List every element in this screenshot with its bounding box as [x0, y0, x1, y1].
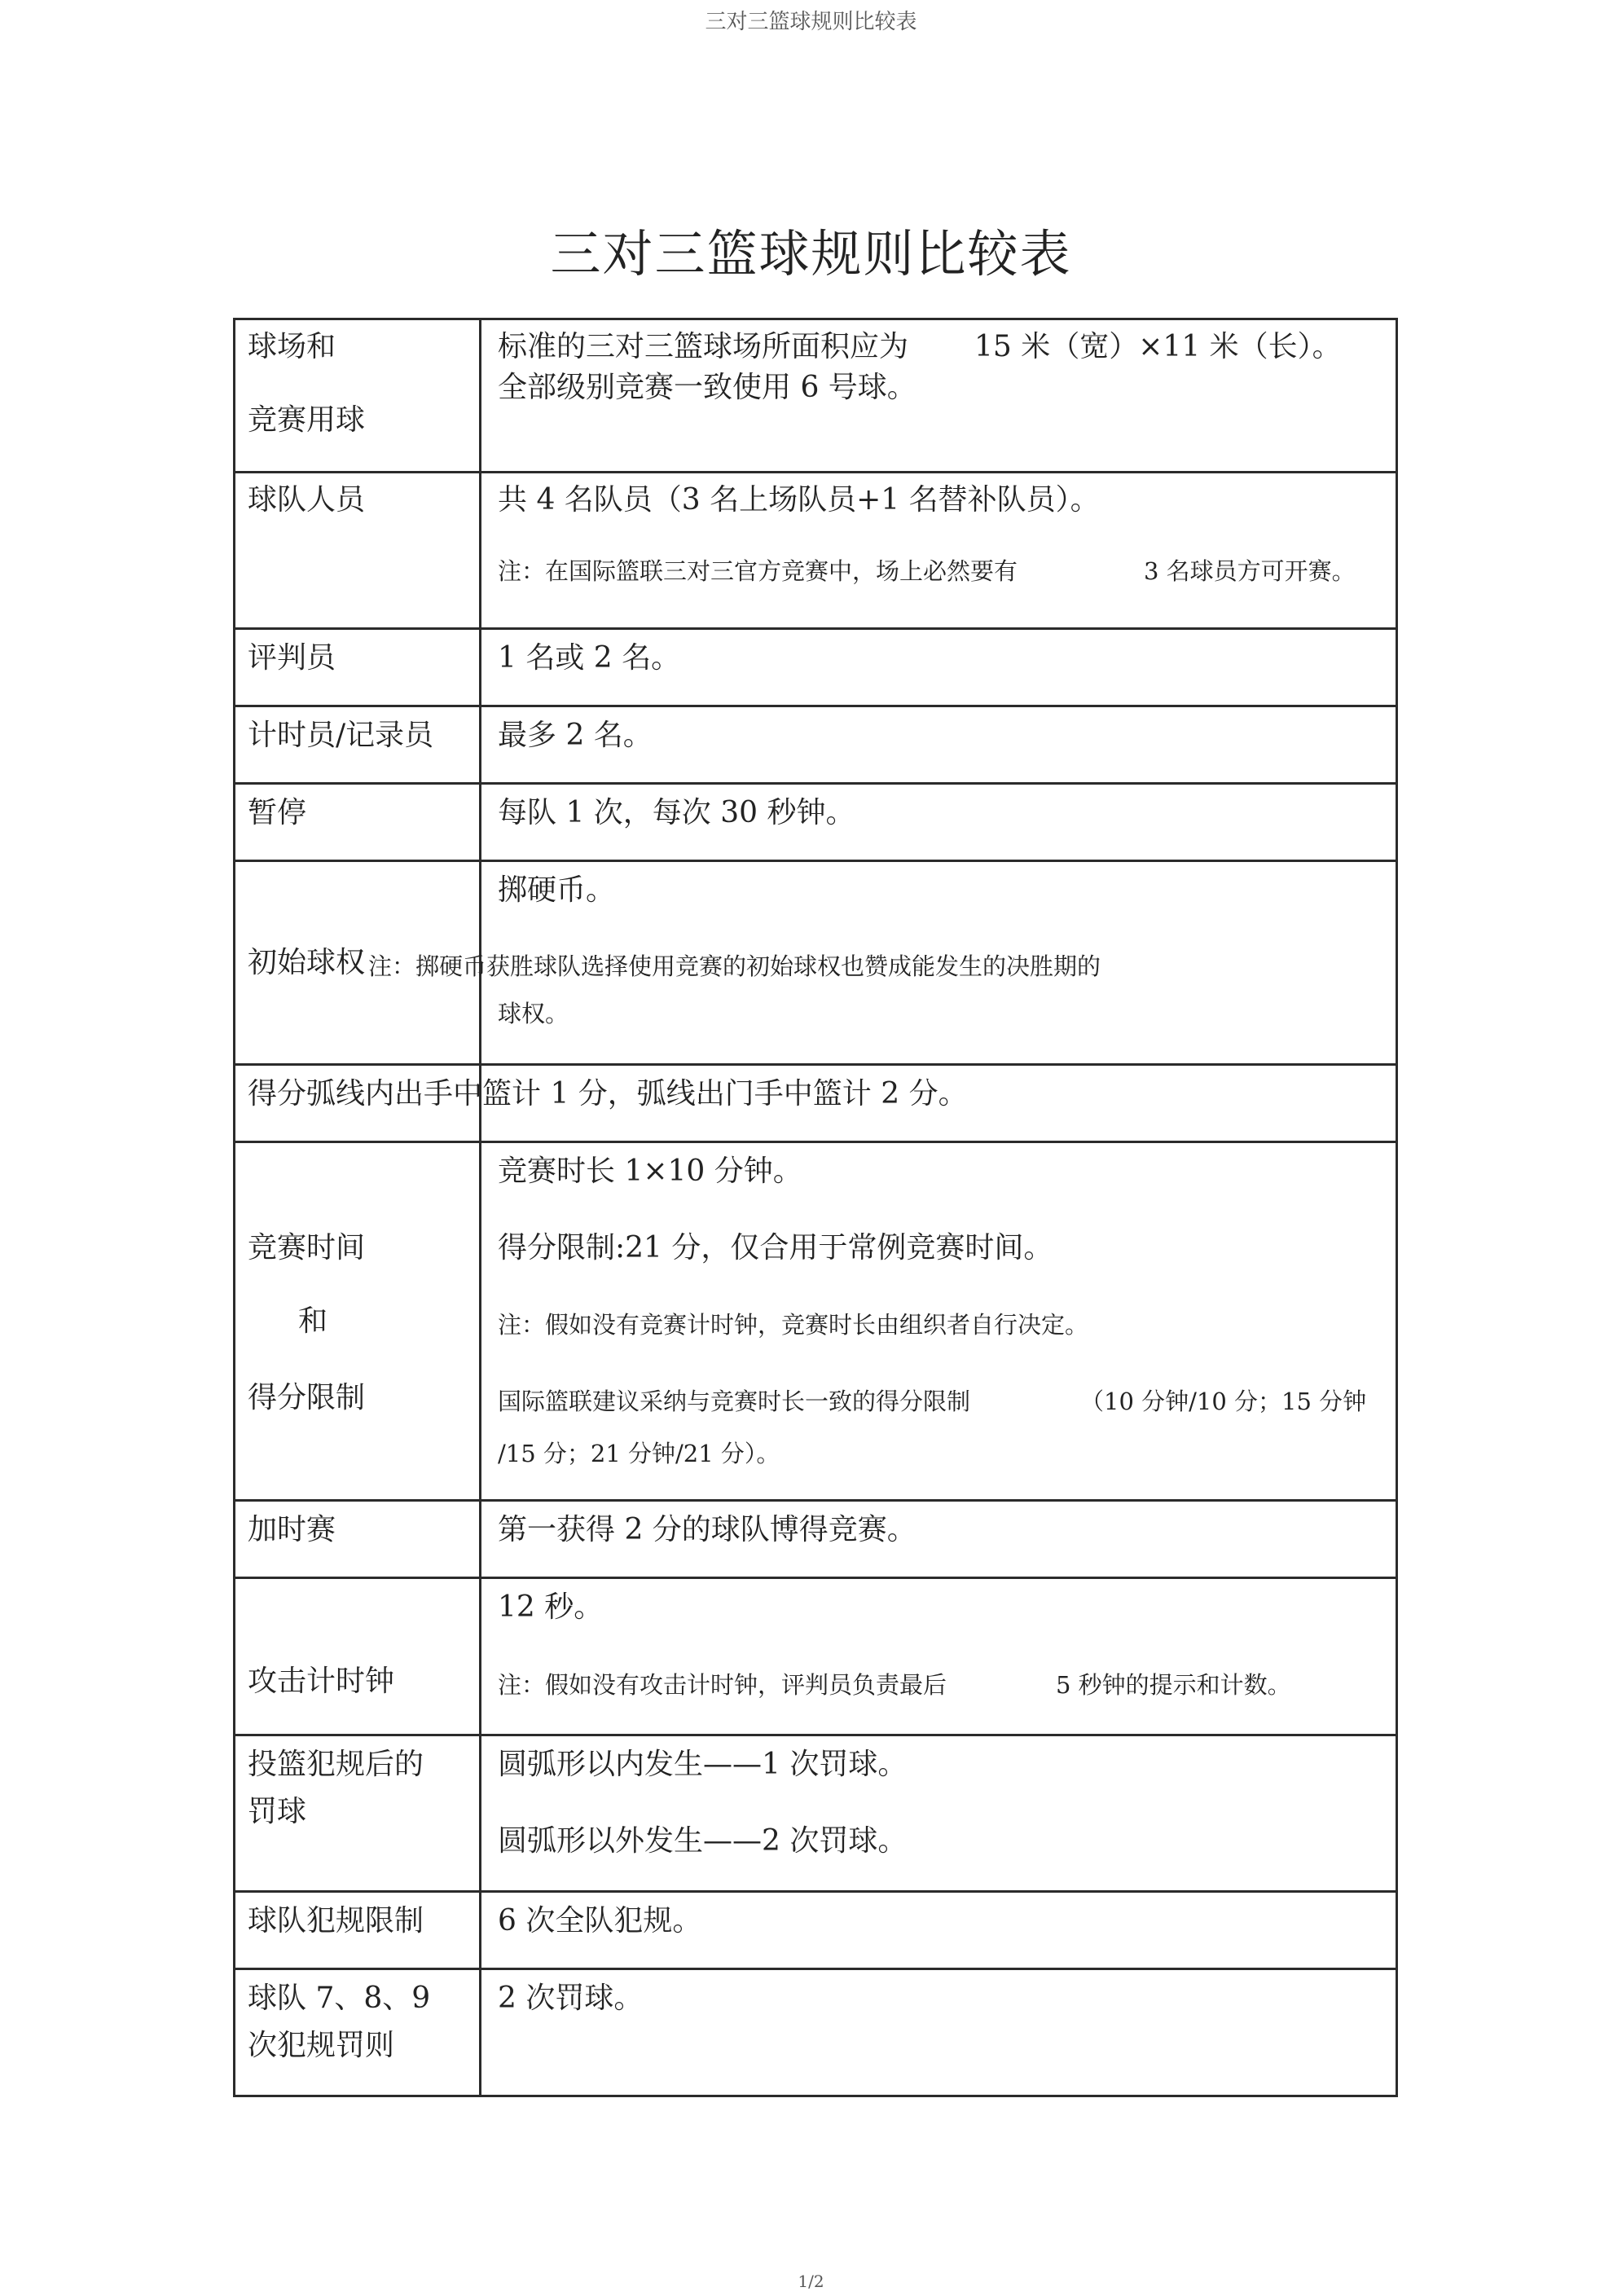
row-note: 国际篮联建议采纳与竞赛时长一致的得分限制: [498, 1388, 971, 1415]
row-label: 初始球权: [248, 946, 366, 979]
row-label: 竞赛时间: [248, 1231, 366, 1265]
row-note: （10 分钟/10 分；15 分钟: [1080, 1388, 1367, 1415]
row-line: 得分弧线内出手中篮计 1 分，弧线出门手中篮计 2 分。: [248, 1077, 968, 1111]
row-note: 注：假如没有攻击计时钟，评判员负责最后: [498, 1671, 947, 1699]
row-label: 评判员: [248, 641, 336, 675]
row-content: 每队 1 次，每次 30 秒钟。: [498, 796, 855, 829]
row-label: 球队人员: [248, 483, 366, 517]
row-label: 次犯规罚则: [248, 2029, 395, 2062]
row-label: 球场和: [248, 330, 336, 363]
row-content: 最多 2 名。: [498, 719, 653, 752]
row-note: 注：假如没有竞赛计时钟，竞赛时长由组织者自行决定。: [498, 1311, 1089, 1339]
row-content: 6 次全队犯规。: [498, 1904, 702, 1938]
row-label: 攻击计时钟: [248, 1665, 395, 1698]
row-label: 球队犯规限制: [248, 1904, 424, 1938]
row-label: 暂停: [248, 796, 307, 829]
row-note: /15 分；21 分钟/21 分）。: [498, 1440, 780, 1467]
rules-table: [233, 318, 1398, 2097]
row-content: 圆弧形以内发生——1 次罚球。: [498, 1748, 908, 1781]
row-content: 全部级别竞赛一致使用 6 号球。: [498, 371, 916, 404]
row-content: 竞赛时长 1×10 分钟。: [498, 1155, 802, 1188]
row-label: 投篮犯规后的: [248, 1748, 424, 1781]
row-note: 5 秒钟的提示和计数。: [1056, 1671, 1291, 1699]
row-content: 第一获得 2 分的球队博得竞赛。: [498, 1513, 916, 1546]
row-label: 球队 7、8、9: [248, 1982, 431, 2015]
row-note: 球权。: [498, 1000, 569, 1027]
row-content: 标准的三对三篮球场所面积应为: [498, 330, 909, 363]
row-note: 注：掷硬币获胜球队选择使用竞赛的初始球权也赞成能发生的决胜期的: [368, 952, 1101, 980]
row-label: 竞赛用球: [248, 403, 366, 437]
row-label: 罚球: [248, 1795, 307, 1828]
page-title: 三对三篮球规则比较表: [550, 224, 1072, 284]
row-content: 圆弧形以外发生——2 次罚球。: [498, 1824, 908, 1858]
row-note: 3 名球员方可开赛。: [1144, 557, 1356, 585]
running-header: 三对三篮球规则比较表: [705, 10, 917, 34]
row-content: 12 秒。: [498, 1590, 604, 1624]
row-content: 1 名或 2 名。: [498, 641, 681, 675]
row-content: 得分限制:21 分，仅合用于常例竞赛时间。: [498, 1231, 1053, 1265]
row-label: 计时员/记录员: [248, 719, 434, 752]
page-number: 1/2: [798, 2272, 824, 2291]
row-content: 15 米（宽）×11 米（长）。: [974, 330, 1342, 363]
row-note: 注：在国际篮联三对三官方竞赛中，场上必然要有: [498, 557, 1018, 585]
row-label: 加时赛: [248, 1513, 336, 1546]
row-label: 和: [298, 1304, 328, 1338]
row-content: 2 次罚球。: [498, 1982, 644, 2015]
row-content: 掷硬币。: [498, 873, 616, 907]
row-label: 得分限制: [248, 1381, 366, 1414]
row-content: 共 4 名队员（3 名上场队员+1 名替补队员）。: [498, 483, 1100, 517]
